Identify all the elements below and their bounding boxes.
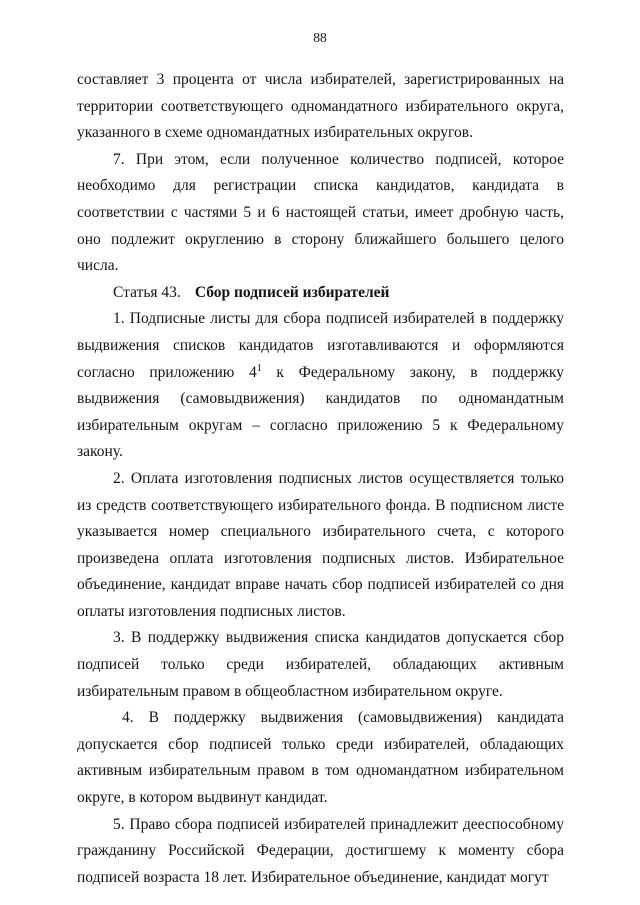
article-heading	[77, 280, 564, 307]
page-number: 88	[313, 30, 327, 45]
clause-1-text-start: 1. Подписные листы для сбора подписей избирателей в поддержку выдвижения списков кандидатов изготавливаются и оформляются согласно приложению 4	[77, 310, 564, 381]
article-number: Статья 43.	[113, 283, 181, 301]
paragraph-continuation: составляет 3 процента от числа избирателей, зарегистрированных на территории соответствующего одномандатного избирательного округа, указанного в схеме одномандатных избирательных округов.	[77, 71, 564, 142]
article-clause-3: 3. В поддержку выдвижения списка кандидатов допускается сбор подписей только среди избирателей, обладающих активным избирательным правом в общеобластном избирательном округе.	[77, 629, 564, 700]
article-clause-5: 5. Право сбора подписей избирателей принадлежит дееспособному гражданину Российской Федерации, достигшему к моменту сбора подписей возраста 18 лет. Избирательное объединение, кандидат могут	[77, 815, 564, 886]
article-clause-2: 2. Оплата изготовления подписных листов осуществляется только из средств соответствующего избирательного фонда. В подписном листе указывается номер специального избирательного счета, с которого произведена оплата изготовления подписных листов. Избирательное объединение, кандидат вправе начать сбор подписей избирателей со дня оплаты изготовления подписных листов.	[77, 469, 564, 620]
paragraph-clause-7: 7. При этом, если полученное количество подписей, которое необходимо для регистрации списка кандидатов, кандидата в соответствии с частями 5 и 6 настоящей статьи, имеет дробную часть, оно подлежит округлению в сторону ближайшего большего целого числа.	[77, 150, 564, 275]
article-title: Сбор подписей избирателей	[194, 283, 390, 301]
document-body	[77, 67, 564, 891]
appendix-superscript: 1	[256, 362, 262, 374]
clause-1-text-end: к Федеральному закону, в поддержку выдвижения (самовыдвижения) кандидатов по одномандатным избирательным округам – согласно приложению 5 к Федеральному закону.	[77, 363, 564, 461]
article-clause-1	[77, 306, 564, 466]
article-clause-4: 4. В поддержку выдвижения (самовыдвижения) кандидата допускается сбор подписей только среди избирателей, обладающих активным избирательным правом в том одномандатном избирательном округе, в котором выдвинут кандидат.	[77, 709, 564, 807]
